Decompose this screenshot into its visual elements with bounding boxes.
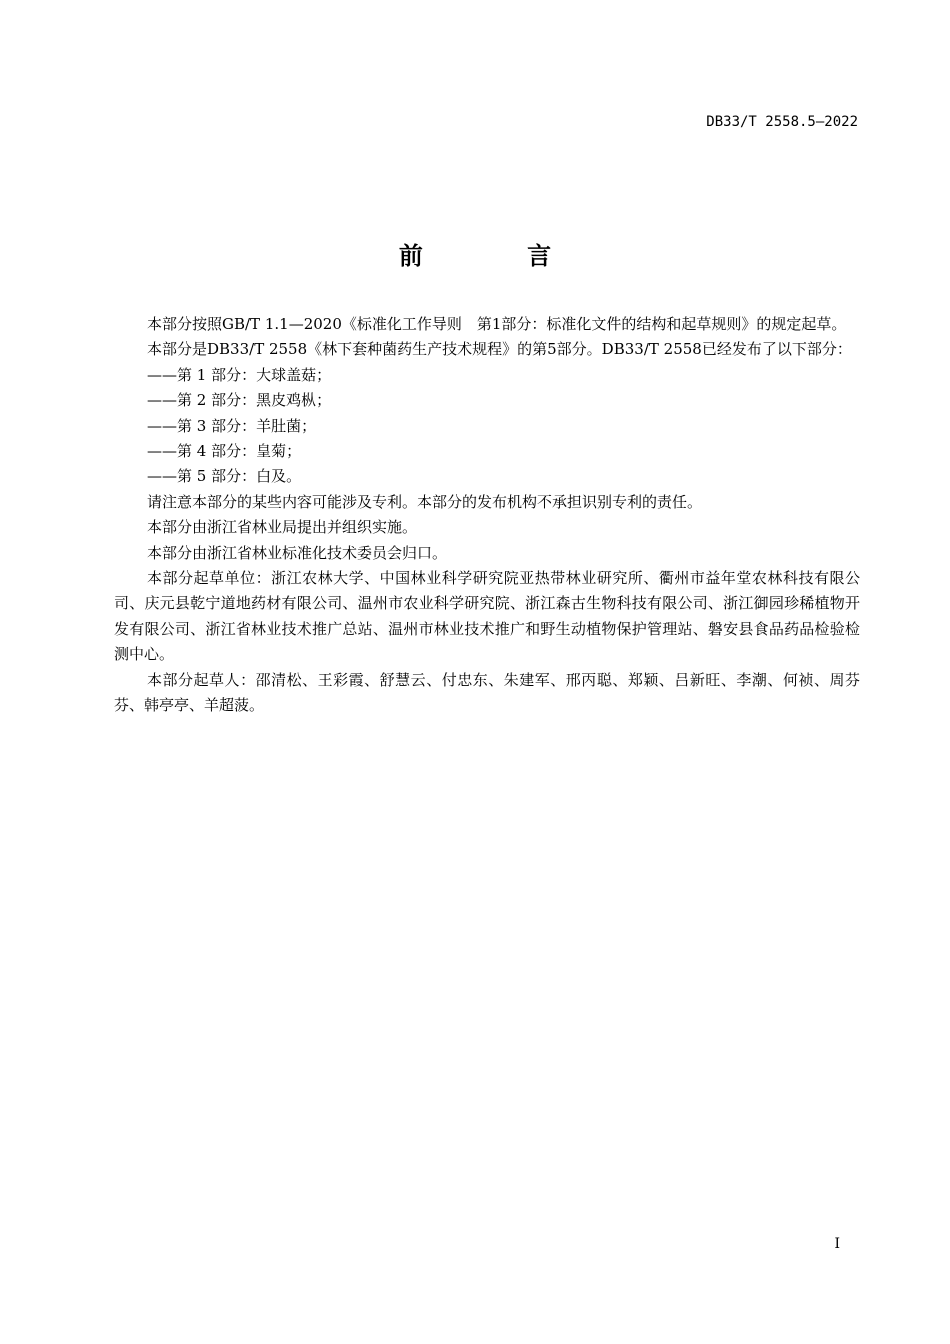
document-code: DB33/T 2558.5—2022 [706, 114, 858, 130]
paragraph-drafters: 本部分起草人：邵清松、王彩霞、舒慧云、付忠东、朱建军、邢丙聪、郑颖、吕新旺、李潮、何祯、周芬芬、韩亭亭、羊超菠。 [114, 670, 860, 715]
list-item: ——第 4 部分：皇菊； [147, 442, 302, 461]
list-item: ——第 2 部分：黑皮鸡枞； [147, 391, 332, 410]
list-item: ——第 3 部分：羊肚菌； [147, 416, 317, 435]
list-item: ——第 5 部分：白及。 [147, 467, 302, 486]
paragraph-committee: 本部分由浙江省林业标准化技术委员会归口。 [147, 543, 448, 562]
page-number: I [834, 1236, 840, 1252]
paragraph-drafting-rules: 本部分按照GB/T 1.1—2020《标准化工作导则 第1部分：标准化文件的结构和起草规则》的规定起草。 [147, 315, 847, 333]
list-item: ——第 1 部分：大球盖菇； [147, 365, 332, 384]
paragraph-series-intro: 本部分是DB33/T 2558《林下套种菌药生产技术规程》的第5部分。DB33/T 2558已经发布了以下部分： [147, 340, 852, 359]
paragraph-drafting-units: 本部分起草单位：浙江农林大学、中国林业科学研究院亚热带林业研究所、衢州市益年堂农林科技有限公司、庆元县乾宁道地药材有限公司、温州市农业科学研究院、浙江森古生物科技有限公司、浙江御园珍稀植物开发有限公司、浙江省林业技术推广总站、温州市林业技术推广和野生动植物保护管理站、磐安县食品药品检验检测中心。 [114, 569, 860, 664]
page-title: 前 言 [398, 242, 600, 270]
foreword-body [114, 312, 860, 719]
paragraph-proposer: 本部分由浙江省林业局提出并组织实施。 [147, 518, 418, 537]
paragraph-patent-notice: 请注意本部分的某些内容可能涉及专利。本部分的发布机构不承担识别专利的责任。 [147, 492, 703, 511]
